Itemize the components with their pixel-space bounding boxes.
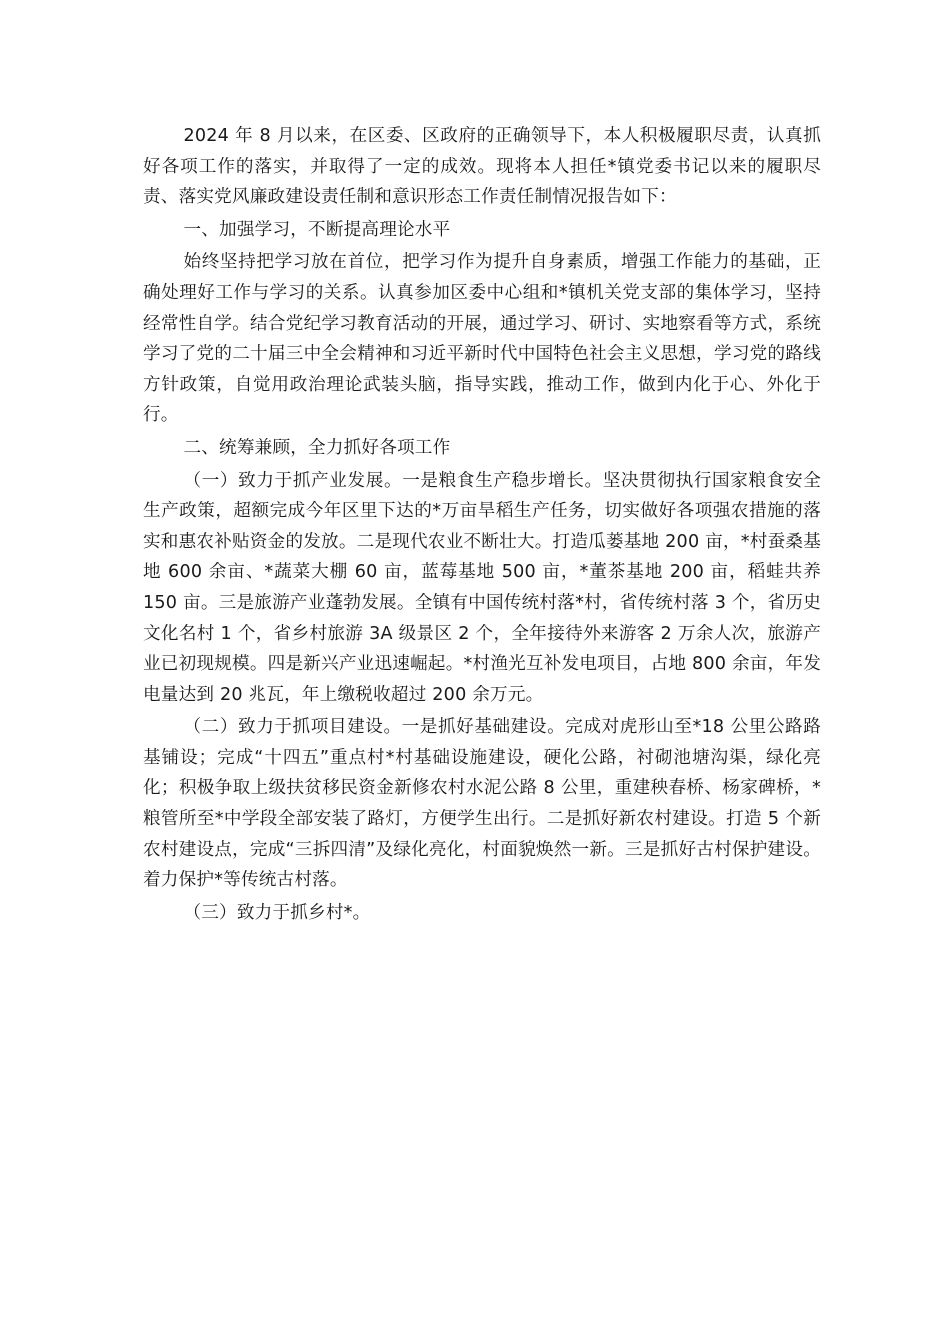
industry-paragraph: （一）致力于抓产业发展。一是粮食生产稳步增长。坚决贯彻执行国家粮食安全生产政策，超额完成今年区里下达的*万亩旱稻生产任务，切实做好各项强农措施的落实和惠农补贴资金的发放。二是现代农业不断壮大。打造瓜蒌基地 200 亩，*村蚕桑基地 600 余亩、*蔬菜大棚 60 亩，蓝莓基地 500 亩，*董茶基地 200 亩，稻蛙共养 150 亩。三是旅游产业蓬勃发展。全镇有中国传统村落*村，省传统村落 3 个，省历史文化名村 1 个，省乡村旅游 3A 级景区 2 个，全年接待外来游客 2 万余人次，旅游产业已初现规模。四是新兴产业迅速崛起。*村渔光互补发电项目，占地 800 余亩，年发电量达到 20 兆瓦，年上缴税收超过 200 余万元。 [143, 470, 821, 705]
rural-paragraph: （三）致力于抓乡村*。 [183, 902, 371, 923]
project-paragraph: （二）致力于抓项目建设。一是抓好基础建设。完成对虎形山至*18 公里公路路基铺设；完成“十四五”重点村*村基础设施建设，硬化公路，衬砌池塘沟渠，绿化亮化；积极争取上级扶贫移民资金新修农村水泥公路 8 公里，重建秧春桥、杨家碑桥，*粮管所至*中学段全部安装了路灯，方便学生出行。二是抓好新农村建设。打造 5 个新农村建设点，完成“三拆四清”及绿化亮化，村面貌焕然一新。三是抓好古村保护建设。着力保护*等传统古村落。 [143, 717, 821, 891]
section-heading-1: 一、加强学习，不断提高理论水平 [183, 219, 451, 240]
document-page [143, 121, 821, 928]
section-heading-2: 二、统筹兼顾，全力抓好各项工作 [183, 437, 451, 458]
intro-paragraph: 2024 年 8 月以来，在区委、区政府的正确领导下，本人积极履职尽责，认真抓好各项工作的落实，并取得了一定的成效。现将本人担任*镇党委书记以来的履职尽责、落实党风廉政建设责任制和意识形态工作责任制情况报告如下： [143, 126, 821, 208]
study-paragraph: 始终坚持把学习放在首位，把学习作为提升自身素质，增强工作能力的基础，正确处理好工作与学习的关系。认真参加区委中心组和*镇机关党支部的集体学习，坚持经常性自学。结合党纪学习教育活动的开展，通过学习、研讨、实地察看等方式，系统学习了党的二十届三中全会精神和习近平新时代中国特色社会主义思想，学习党的路线方针政策，自觉用政治理论武装头脑，指导实践，推动工作，做到内化于心、外化于行。 [143, 252, 821, 426]
